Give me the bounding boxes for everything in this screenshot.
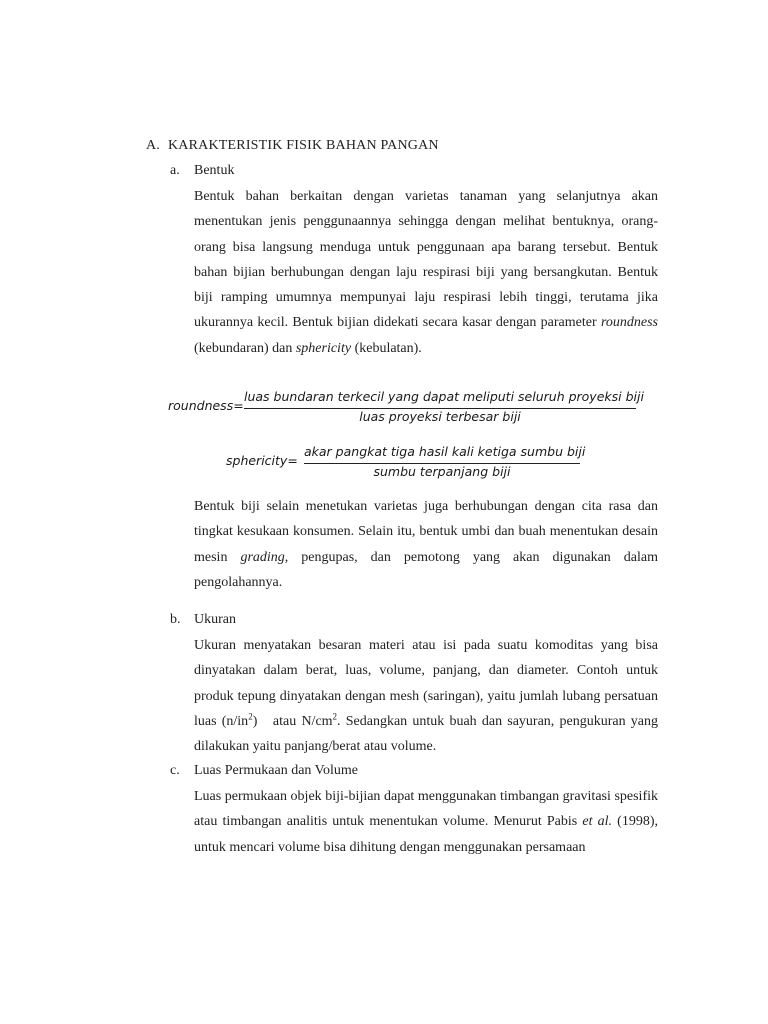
equation-lhs: roundness= [168, 398, 244, 413]
italic-term: grading [240, 549, 285, 565]
subsection-title: Ukuran [194, 612, 236, 627]
equation-lhs: sphericity= [226, 453, 298, 468]
subsection-number: b. [170, 612, 181, 627]
text-run: ) atau N/cm [252, 713, 333, 729]
text-run: Luas permukaan objek biji-bijian dapat menggunakan timbangan gravitasi spesifik atau timbangan analitis untuk menentukan volume. Menurut Pabis [194, 789, 658, 830]
subsection-number: c. [170, 763, 180, 778]
section-title: KARAKTERISTIK FISIK BAHAN PANGAN [168, 138, 439, 153]
subsection-heading-ukuran [170, 612, 236, 628]
subsection-number: a. [170, 163, 180, 178]
paragraph-bentuk-2 [194, 494, 658, 595]
subsection-title: Bentuk [194, 163, 235, 178]
text-run: Bentuk bahan berkaitan dengan varietas tanaman yang selanjutnya akan menentukan jenis penggunaannya sehingga dengan melihat bentuknya, orang-orang bisa langsung menduga untuk penggunaan apa barang tersebut. Bentuk bahan bijian berhubungan dengan laju respirasi biji yang bersangkutan. Bentuk biji ramping umumnya mempunyai laju respirasi lebih tinggi, terutama jika ukurannya kecil. Bentuk bijian didekati secara kasar dengan parameter [194, 189, 658, 331]
text-run: (kebulatan). [351, 340, 422, 356]
subsection-heading-bentuk [170, 163, 234, 179]
subsection-heading-luas [170, 763, 358, 779]
paragraph-ukuran [194, 633, 658, 759]
section-number: A. [146, 138, 161, 153]
italic-term: roundness [600, 315, 658, 331]
equation-sphericity [0, 444, 768, 484]
text-run: , pengupas, dan pemotong yang akan digunakan dalam pengolahannya. [194, 549, 658, 590]
italic-term: et al. [582, 814, 613, 830]
equation-denominator: luas proyeksi terbesar biji [359, 409, 521, 424]
italic-term: sphericity [295, 340, 352, 356]
paragraph-bentuk-1 [194, 184, 658, 361]
section-heading [146, 138, 439, 154]
text-run: Ukuran menyatakan besaran materi atau isi pada suatu komoditas yang bisa dinyatakan dalam berat, luas, volume, panjang, dan diameter. Contoh untuk produk tepung dinyatakan dengan mesh (saringan), yaitu jumlah lubang persatuan luas (n/in [194, 638, 658, 729]
text-run: Bentuk biji selain menetukan varietas juga berhubungan dengan cita rasa dan tingkat kesukaan konsumen. Selain itu, bentuk umbi dan buah menentukan desain mesin [194, 499, 658, 565]
equation-numerator: akar pangkat tiga hasil kali ketiga sumbu biji [304, 444, 586, 459]
subsection-title: Luas Permukaan dan Volume [194, 763, 358, 778]
text-run: . Sedangkan untuk buah dan sayuran, pengukuran yang dilakukan yaitu panjang/berat atau volume. [194, 713, 658, 755]
superscript: 2 [332, 711, 338, 722]
equation-numerator: luas bundaran terkecil yang dapat meliputi seluruh proyeksi biji [244, 389, 644, 404]
text-run: (1998), untuk mencari volume bisa dihitung dengan menggunakan persamaan [194, 814, 658, 855]
paragraph-luas [194, 784, 658, 860]
superscript: 2 [248, 711, 253, 722]
text-run: (kebundaran) dan [194, 340, 296, 356]
equation-roundness [0, 389, 768, 429]
equation-denominator: sumbu terpanjang biji [373, 464, 511, 479]
